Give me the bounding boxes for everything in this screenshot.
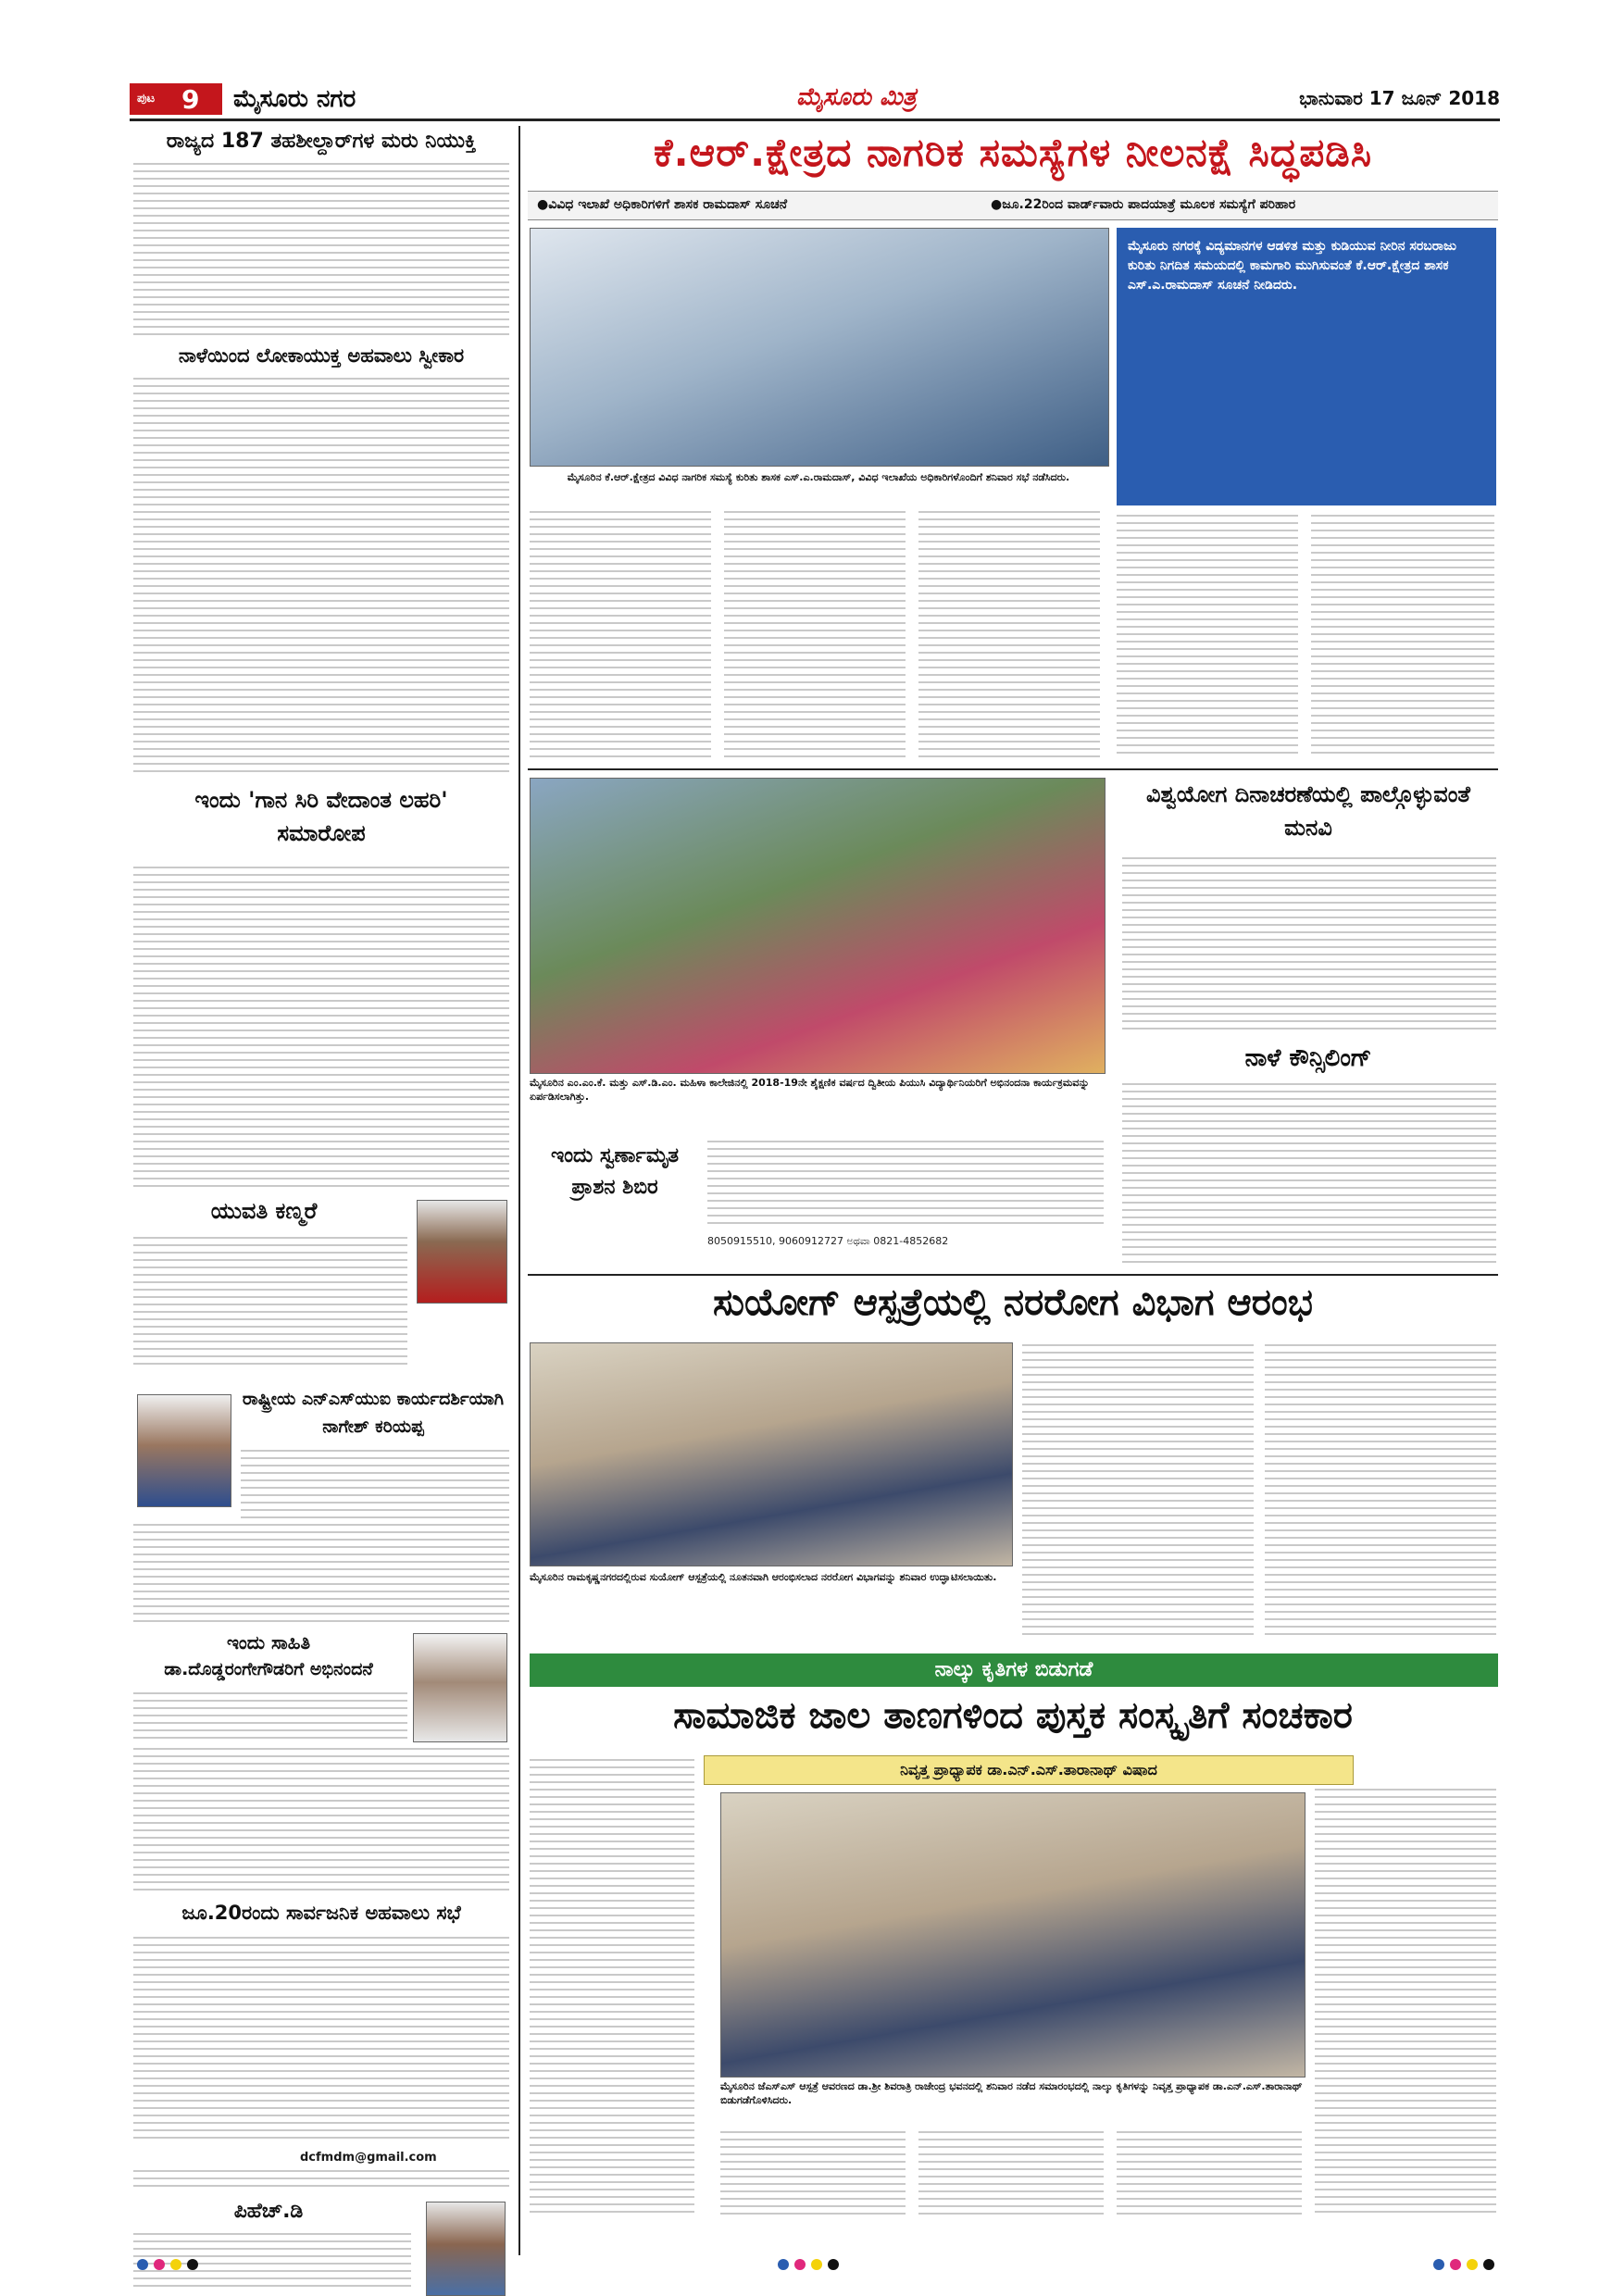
registration-mark [187, 2259, 198, 2270]
page-number: 9 [181, 84, 200, 115]
lead-body [724, 511, 906, 761]
lead-body [918, 511, 1100, 761]
story-body [133, 1692, 407, 1748]
story-body [133, 1937, 509, 2150]
registration-mark [778, 2259, 789, 2270]
books-body [720, 2131, 906, 2224]
story-body [133, 1237, 407, 1376]
books-photo-caption: ಮೈಸೂರಿನ ಜೆಎಸ್‌ಎಸ್ ಆಸ್ಪತ್ರೆ ಆವರಣದ ಡಾ.ಶ್ರೀ ಶಿವರಾತ್ರಿ ರಾಜೇಂದ್ರ ಭವನದಲ್ಲಿ ಶನಿವಾರ ನಡೆದ ಸಮಾರಂಭದಲ್ಲಿ ನಾಲ್ಕು ಕೃತಿಗಳನ್ನು ನಿವೃತ್ತ ಪ್ರಾಧ್ಯಾಪಕ ಡಾ.ಎನ್.ಎಸ್.ತಾರಾನಾಥ್ ಬಿಡುಗಡೆಗೊಳಿಸಿದರು. [720, 2080, 1303, 2106]
lead-subhead-bar [528, 191, 1498, 220]
lead-body [1117, 515, 1298, 761]
yoga-body [1122, 857, 1496, 1033]
lead-intro-box [1117, 228, 1496, 505]
swarnamrutha-phone: 8050915510, 9060912727 ಅಥವಾ 0821-4852682 [707, 1235, 949, 1247]
page-number-badge [130, 83, 222, 115]
story-body [241, 1450, 509, 1524]
registration-mark [1450, 2259, 1461, 2270]
books-subhead-box [704, 1755, 1354, 1785]
story-title: ನಾಳೆಯಿಂದ ಲೋಕಾಯುಕ್ತ ಅಹವಾಲು ಸ್ವೀಕಾರ [178, 344, 465, 367]
suyog-body [1265, 1344, 1496, 1641]
story-body [133, 163, 509, 339]
issue-date: ಭಾನುವಾರ 17 ಜೂನ್ 2018 [1299, 87, 1500, 109]
section-name: ಮೈಸೂರು ನಗರ [233, 85, 356, 113]
story-body [133, 867, 509, 1191]
phd-photo [426, 2202, 506, 2296]
lead-intro-text: ಮೈಸೂರು ನಗರಕ್ಕೆ ವಿದ್ಯಮಾನಗಳ ಆಡಳಿತ ಮತ್ತು ಕುಡಿಯುವ ನೀರಿನ ಸರಬರಾಜು ಕುರಿತು ನಿಗದಿತ ಸಮಯದಲ್ಲಿ ಕಾಮಗಾರಿ ಮುಗಿಸುವಂತೆ ಕೆ.ಆರ್.ಕ್ಷೇತ್ರದ ಶಾಸಕ ಎಸ್.ಎ.ರಾಮದಾಸ್ ಸೂಚನೆ ನೀಡಿದರು. [1128, 239, 1456, 293]
swarnamrutha-body [707, 1141, 1104, 1233]
nagesh-photo [137, 1394, 231, 1507]
lead-body [1311, 515, 1494, 761]
yoga-title: ವಿಶ್ವಯೋಗ ದಿನಾಚರಣೆಯಲ್ಲಿ ಪಾಲ್ಗೊಳ್ಳುವಂತೆ ಮನವಿ [1145, 781, 1471, 841]
college-photo-caption: ಮೈಸೂರಿನ ಎಂ.ಎಂ.ಕೆ. ಮತ್ತು ಎಸ್.ಡಿ.ಎಂ. ಮಹಿಳಾ ಕಾಲೇಜಿನಲ್ಲಿ 2018-19ನೇ ಶೈಕ್ಷಣಿಕ ವರ್ಷದ ದ್ವಿತೀಯ ಪಿಯುಸಿ ವಿದ್ಯಾರ್ಥಿನಿಯರಿಗೆ ಅಭಿನಂದನಾ ಕಾರ್ಯಕ್ರಮವನ್ನು ಏರ್ಪಡಿಸಲಾಗಿತ್ತು. [530, 1077, 1090, 1103]
story-body [133, 2170, 509, 2194]
books-body [1315, 1789, 1496, 2224]
lead-body [530, 511, 711, 761]
missing-woman-photo [417, 1200, 507, 1304]
left-column [130, 126, 513, 2255]
section-divider [528, 1274, 1498, 1276]
lead-photo-meeting [530, 228, 1109, 467]
lead-headline: ಕೆ.ಆರ್.ಕ್ಷೇತ್ರದ ನಾಗರಿಕ ಸಮಸ್ಯೆಗಳ ನೀಲನಕ್ಷೆ ಸಿದ್ಧಪಡಿಸಿ [653, 130, 1373, 175]
counselling-body [1122, 1083, 1496, 1268]
masthead: ಮೈಸೂರು ಮಿತ್ರ [796, 83, 917, 111]
counselling-title: ನಾಳೆ ಕೌನ್ಸಿಲಿಂಗ್ [1244, 1044, 1372, 1072]
story-title: ರಾಜ್ಯದ 187 ತಹಶೀಲ್ದಾರ್‌ಗಳ ಮರು ನಿಯುಕ್ತಿ [166, 130, 477, 153]
story-title: ಡಾ.ದೊಡ್ಡರಂಗೇಗೌಡರಿಗೆ ಅಭಿನಂದನೆ [164, 1659, 373, 1679]
page-header [130, 83, 1500, 117]
books-banner-text: ನಾಲ್ಕು ಕೃತಿಗಳ ಬಿಡುಗಡೆ [934, 1658, 1093, 1681]
books-body [1117, 2131, 1302, 2224]
story-body [133, 1524, 509, 1626]
contact-email: dcfmdm@gmail.com [300, 2151, 437, 2165]
story-title: ಪಿಹೆಚ್.ಡಿ [233, 2200, 304, 2223]
registration-mark [794, 2259, 806, 2270]
books-body [918, 2131, 1104, 2224]
suyog-inauguration-photo [530, 1342, 1013, 1566]
story-body [133, 1748, 509, 1896]
story-title: ರಾಷ್ಟ್ರೀಯ ಎನ್‌ಎಸ್‌ಯುಐ ಕಾರ್ಯದರ್ಶಿಯಾಗಿ ನಾಗೇಶ್ ಕರಿಯಪ್ಪ [242, 1389, 505, 1437]
registration-mark [828, 2259, 839, 2270]
books-headline: ಸಾಮಾಜಿಕ ಜಾಲ ತಾಣಗಳಿಂದ ಪುಸ್ತಕ ಸಂಸ್ಕೃತಿಗೆ ಸಂಚಕಾರ [673, 1694, 1353, 1737]
story-kicker: ಇಂದು ಸಾಹಿತಿ [226, 1631, 311, 1653]
registration-mark [1433, 2259, 1444, 2270]
college-students-photo [530, 778, 1106, 1074]
lead-photo-caption: ಮೈಸೂರಿನ ಕೆ.ಆರ್.ಕ್ಷೇತ್ರದ ವಿವಿಧ ನಾಗರಿಕ ಸಮಸ್ಯೆ ಕುರಿತು ಶಾಸಕ ಎಸ್.ಎ.ರಾಮದಾಸ್, ವಿವಿಧ ಇಲಾಖೆಯ ಅಧಿಕಾರಿಗಳೊಂದಿಗೆ ಶನಿವಾರ ಸಭೆ ನಡೆಸಿದರು. [567, 471, 1070, 483]
page-label: ಪುಟ [137, 92, 156, 106]
registration-mark [811, 2259, 822, 2270]
suyog-body [1022, 1344, 1254, 1641]
books-subhead: ನಿವೃತ್ತ ಪ್ರಾಧ್ಯಾಪಕ ಡಾ.ಎನ್.ಎಸ್.ತಾರಾನಾಥ್ ವಿಷಾದ [900, 1761, 1157, 1778]
swarnamrutha-title: ಇಂದು ಸ್ವರ್ಣಾಮೃತ ಪ್ರಾಶನ ಶಿಬಿರ [551, 1144, 679, 1199]
registration-mark [154, 2259, 165, 2270]
registration-mark [170, 2259, 181, 2270]
column-divider [518, 126, 520, 2255]
story-title: ಇಂದು 'ಗಾನ ಸಿರಿ ವೇದಾಂತ ಲಹರಿ' ಸಮಾರೋಪ [194, 787, 448, 846]
doddarangegowda-photo [413, 1633, 507, 1742]
registration-mark [1483, 2259, 1494, 2270]
books-banner [530, 1653, 1498, 1687]
lead-subhead-2: ●ಜೂ.22ರಿಂದ ವಾರ್ಡ್‌ವಾರು ಪಾದಯಾತ್ರೆ ಮೂಲಕ ಸಮಸ್ಯೆಗೆ ಪರಿಹಾರ [991, 197, 1296, 212]
story-title: ಯುವತಿ ಕಣ್ಮರೆ [210, 1198, 318, 1224]
registration-mark [137, 2259, 148, 2270]
books-body [530, 1759, 694, 2222]
book-release-photo [720, 1792, 1305, 2078]
registration-mark [1467, 2259, 1478, 2270]
story-title: ಜೂ.20ರಂದು ಸಾರ್ವಜನಿಕ ಅಹವಾಲು ಸಭೆ [181, 1902, 461, 1924]
section-divider [528, 768, 1498, 770]
lead-subhead-1: ●ವಿವಿಧ ಇಲಾಖೆ ಅಧಿಕಾರಿಗಳಿಗೆ ಶಾಸಕ ರಾಮದಾಸ್ ಸೂಚನೆ [537, 197, 788, 212]
suyog-photo-caption: ಮೈಸೂರಿನ ರಾಮಕೃಷ್ಣನಗರದಲ್ಲಿರುವ ಸುಯೋಗ್ ಆಸ್ಪತ್ರೆಯಲ್ಲಿ ನೂತನವಾಗಿ ಆರಂಭಿಸಲಾದ ನರರೋಗ ವಿಭಾಗವನ್ನು ಶನಿವಾರ ಉದ್ಘಾಟಿಸಲಾಯಿತು. [530, 1571, 997, 1583]
suyog-headline: ಸುಯೋಗ್ ಆಸ್ಪತ್ರೆಯಲ್ಲಿ ನರರೋಗ ವಿಭಾಗ ಆರಂಭ [712, 1281, 1314, 1324]
header-rule [130, 119, 1500, 121]
story-body [133, 378, 509, 776]
